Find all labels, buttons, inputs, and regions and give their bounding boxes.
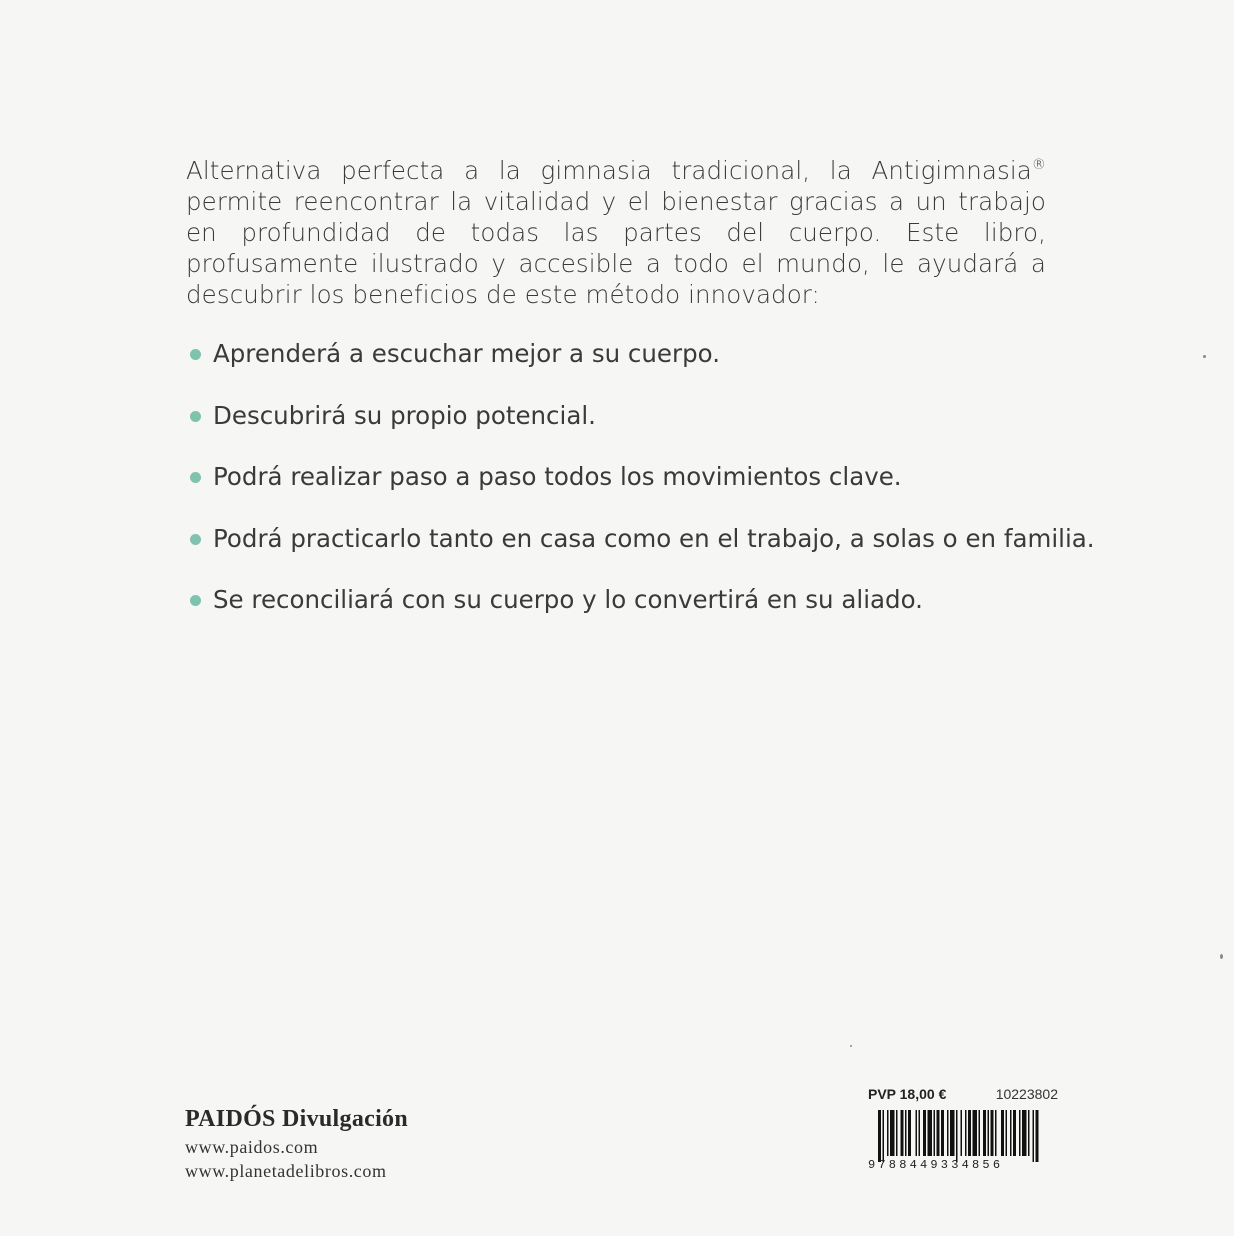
barcode-bar <box>878 1110 881 1162</box>
barcode-bar <box>887 1110 889 1156</box>
barcode-bar <box>983 1110 986 1156</box>
publisher-brand: PAIDÓS Divulgación <box>185 1106 408 1132</box>
barcode-bar <box>901 1110 904 1156</box>
barcode-bar <box>950 1110 955 1156</box>
barcode-bar <box>1036 1110 1039 1162</box>
barcode-bar <box>961 1110 963 1156</box>
price-label: PVP 18,00 € <box>868 1086 947 1102</box>
list-item <box>186 398 1086 460</box>
bullet-dot-icon <box>190 411 201 422</box>
bullet-dot-icon <box>190 534 201 545</box>
benefits-list <box>186 336 1095 644</box>
barcode-bar <box>883 1110 885 1162</box>
list-item-text: Se reconciliará con su cuerpo y lo convertirá en su aliado. <box>213 585 923 614</box>
barcode-bar <box>1013 1110 1016 1156</box>
publisher-url-paidos: www.paidos.com <box>185 1137 319 1157</box>
product-code: 10223802 <box>995 1086 1058 1102</box>
barcode-bar <box>1033 1110 1035 1162</box>
barcode-bar <box>979 1110 981 1156</box>
price-barcode-block <box>868 1084 1058 1172</box>
barcode-bar <box>988 1110 990 1156</box>
barcode-bar <box>941 1110 944 1156</box>
scan-speck <box>1203 355 1206 358</box>
intro-text-end: permite reencontrar la vitalidad y el bienestar gracias a un trabajo en profundidad de todas las partes del cuerpo. Este libro, profusamente ilustrado y accesible a todo el mundo, le ayudará a descubrir los beneficios de este método innovador: <box>186 187 1046 309</box>
publisher-block <box>185 1103 408 1183</box>
scan-speck <box>1220 954 1223 959</box>
list-item-text: Podrá realizar paso a paso todos los movimientos clave. <box>213 462 902 491</box>
barcode-bar <box>1006 1110 1008 1156</box>
list-item-text: Descubrirá su propio potencial. <box>213 400 596 430</box>
barcode-bar <box>1019 1110 1021 1156</box>
barcode-bar <box>937 1110 940 1156</box>
list-item-text: Podrá practicarlo tanto en casa como en el trabajo, a solas o en familia. <box>213 523 1095 553</box>
intro-paragraph <box>186 155 1046 310</box>
barcode-bar <box>968 1110 971 1156</box>
ean-number: 9788449334856 <box>868 1158 1004 1172</box>
list-item <box>186 521 1095 583</box>
scan-speck <box>850 1045 852 1047</box>
intro-text-start: Alternativa perfecta a la gimnasia tradicional, la Antigimnasia <box>186 156 1032 185</box>
barcode-bar <box>919 1110 921 1156</box>
barcode-bar <box>947 1110 949 1156</box>
barcode-bar <box>923 1110 926 1156</box>
barcode-bar <box>934 1110 936 1156</box>
barcode-bar <box>991 1110 994 1156</box>
barcode-bar <box>995 1110 997 1156</box>
barcode-bar <box>890 1110 895 1156</box>
publisher-url-planeta: www.planetadelibros.com <box>185 1161 387 1181</box>
list-item <box>186 336 1086 398</box>
barcode-bar <box>965 1110 967 1156</box>
barcode-bar <box>905 1110 907 1156</box>
barcode-bar <box>896 1110 898 1156</box>
bullet-dot-icon <box>190 595 201 606</box>
barcode-bar <box>1028 1110 1030 1156</box>
registered-mark: ® <box>1031 157 1046 173</box>
list-item <box>186 582 1086 644</box>
barcode-bar <box>1001 1110 1004 1156</box>
barcode-bar <box>1022 1110 1027 1156</box>
barcode <box>868 1110 1048 1172</box>
barcode-bar <box>928 1110 933 1156</box>
price-row <box>868 1084 1058 1104</box>
barcode-bar <box>956 1110 958 1162</box>
barcode-bar <box>908 1110 911 1156</box>
list-item <box>186 459 1086 521</box>
bullet-dot-icon <box>190 349 201 360</box>
barcode-bar <box>1010 1110 1012 1156</box>
bullet-dot-icon <box>190 472 201 483</box>
barcode-bar <box>973 1110 978 1156</box>
barcode-bar <box>916 1110 918 1156</box>
list-item-text: Aprenderá a escuchar mejor a su cuerpo. <box>213 339 720 368</box>
